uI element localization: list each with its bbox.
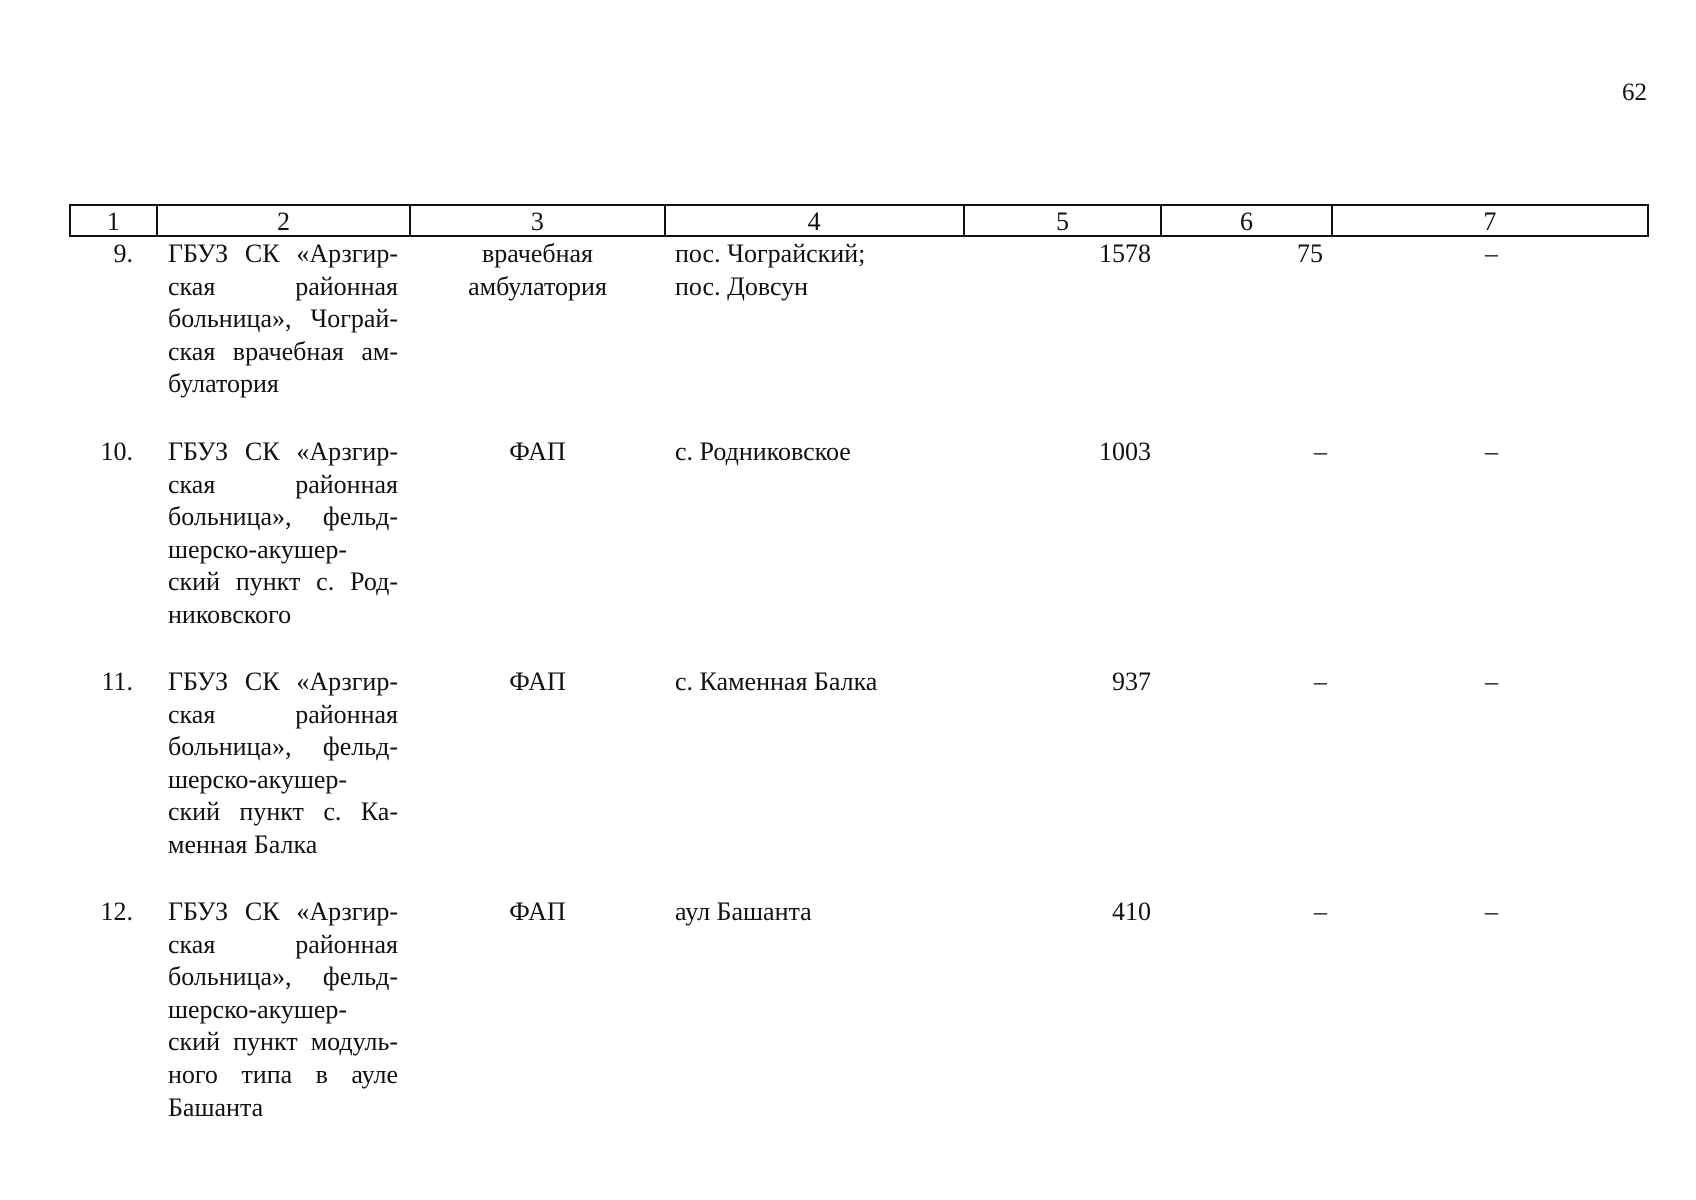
organization-line: шерско-акушер- — [168, 534, 348, 564]
row-number: 9. — [113, 239, 133, 268]
column-7-value: – — [1485, 897, 1498, 926]
facility-type-line: ФАП — [509, 437, 566, 466]
organization-line: ГБУЗ СК «Арзгир- — [168, 239, 398, 268]
row-number: 10. — [100, 437, 133, 466]
organization-line: ГБУЗ СК «Арзгир- — [168, 437, 398, 466]
organization-line: ская районная — [168, 929, 398, 959]
column-number-4: 4 — [666, 206, 965, 235]
population-value: 1003 — [1099, 437, 1151, 466]
column-6-value: – — [1314, 897, 1327, 926]
facility-type-line: ФАП — [509, 667, 566, 696]
table-body — [69, 238, 1649, 1136]
facility-type-line: врачебная — [481, 239, 594, 268]
organization-line: ский пункт с. Род- — [168, 567, 398, 597]
organization-name — [156, 666, 410, 896]
facility-type-line: ФАП — [509, 897, 566, 926]
facility-type — [410, 666, 665, 896]
table-row — [69, 436, 1649, 666]
column-number-3: 3 — [411, 206, 665, 235]
population-value: 1578 — [1099, 239, 1151, 268]
organization-name — [156, 896, 410, 1136]
column-number-7: 7 — [1483, 207, 1497, 236]
organization-line: ская районная — [168, 469, 398, 499]
facility-type — [410, 896, 665, 1136]
table-row — [69, 666, 1649, 896]
table-column-numbers-row — [69, 204, 1649, 237]
page-number: 62 — [1622, 79, 1647, 106]
organization-line: ская врачебная ам- — [168, 336, 398, 366]
organization-line: ного типа в ауле — [168, 1059, 398, 1089]
organization-line: Башанта — [168, 1092, 264, 1122]
organization-line: больница», фельд- — [168, 962, 398, 992]
settlement-line: пос. Чограйский; — [675, 239, 866, 268]
organization-line: больница», Чограй- — [168, 304, 398, 334]
organization-line: ГБУЗ СК «Арзгир- — [168, 667, 398, 696]
settlements — [665, 896, 965, 1136]
organization-line: шерско-акушер- — [168, 764, 348, 794]
organization-line: ская районная — [168, 271, 398, 301]
table-row — [69, 896, 1649, 1136]
settlements — [665, 436, 965, 666]
column-7-value: – — [1485, 239, 1498, 268]
facility-type-line: амбулатория — [468, 271, 607, 301]
settlement-line: с. Каменная Балка — [675, 667, 878, 696]
facility-type — [410, 436, 665, 666]
population-value: 410 — [1112, 897, 1151, 926]
column-number-6: 6 — [1162, 206, 1333, 235]
organization-line: шерско-акушер- — [168, 994, 348, 1024]
settlements — [665, 238, 965, 436]
organization-line: больница», фельд- — [168, 732, 398, 762]
organization-line: больница», фельд- — [168, 502, 398, 532]
organization-name — [156, 238, 410, 436]
organization-line: никовского — [168, 599, 292, 629]
column-7-value: – — [1485, 667, 1498, 696]
settlement-line: пос. Довсун — [675, 271, 809, 301]
organization-line: ский пункт с. Ка- — [168, 797, 398, 827]
column-number-5: 5 — [965, 206, 1163, 235]
column-number-1: 1 — [71, 206, 158, 235]
organization-line: булатория — [168, 369, 279, 399]
facility-type — [410, 238, 665, 436]
row-number: 12. — [100, 897, 133, 926]
column-6-value: 75 — [1297, 239, 1323, 268]
organization-name — [156, 436, 410, 666]
column-6-value: – — [1314, 667, 1327, 696]
settlement-line: аул Башанта — [675, 897, 812, 926]
settlement-line: с. Родниковское — [675, 437, 851, 466]
organization-line: менная Балка — [168, 829, 318, 859]
organization-line: ский пункт модуль- — [168, 1027, 398, 1057]
row-number: 11. — [101, 667, 133, 696]
column-number-2: 2 — [158, 206, 411, 235]
population-value: 937 — [1112, 667, 1151, 696]
column-6-value: – — [1314, 437, 1327, 466]
organization-line: ГБУЗ СК «Арзгир- — [168, 897, 398, 926]
table-row — [69, 238, 1649, 436]
organization-line: ская районная — [168, 699, 398, 729]
settlements — [665, 666, 965, 896]
column-7-value: – — [1485, 437, 1498, 466]
